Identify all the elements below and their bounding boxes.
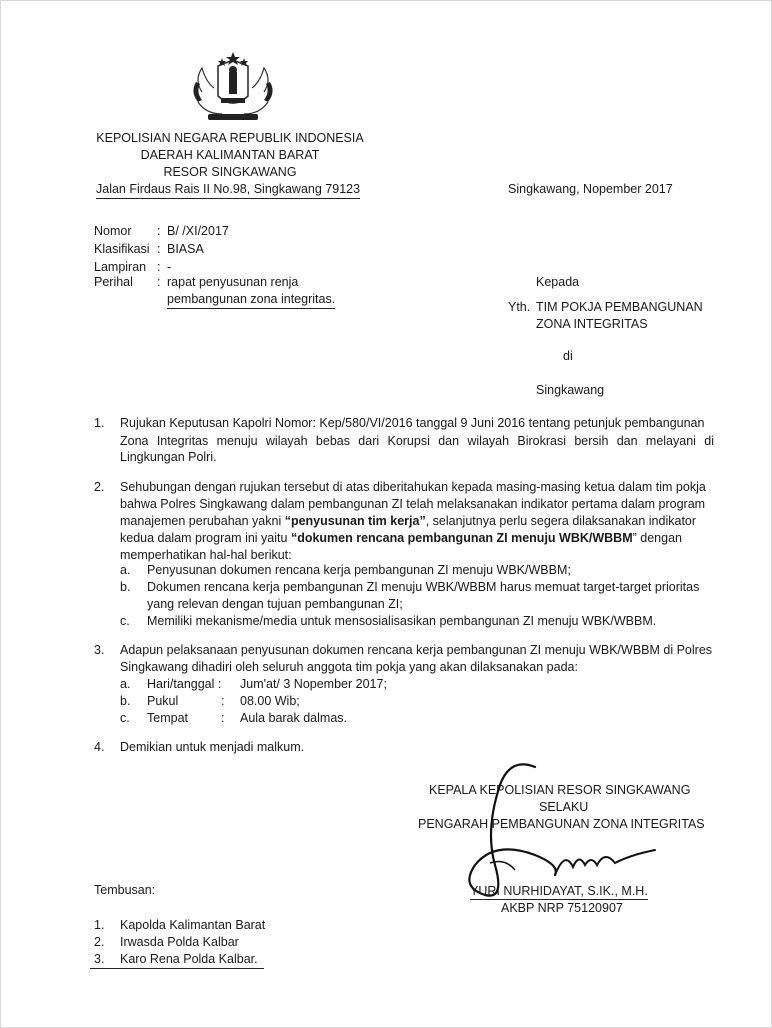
- recipient-city: Singkawang: [536, 383, 605, 397]
- p2-line-3-bold: “penyusunan tim kerja”: [284, 514, 426, 528]
- cc-label: Tembusan:: [94, 883, 156, 897]
- klasifikasi-sep: :: [157, 242, 161, 256]
- kepada-label: Kepada: [536, 275, 580, 289]
- cc-item-3: Karo Rena Polda Kalbar.: [120, 952, 258, 966]
- p2-line-3: [120, 514, 696, 528]
- perihal-label: Perihal: [94, 275, 133, 289]
- p2-b-label: b.: [120, 580, 131, 594]
- p3-c-key: Tempat: [147, 711, 188, 725]
- p3-number: 3.: [94, 643, 105, 657]
- recipient-line-2: ZONA INTEGRITAS: [536, 317, 648, 331]
- lampiran-sep: :: [157, 260, 161, 274]
- p3-b-label: b.: [120, 694, 131, 708]
- perihal-line-1: rapat penyusunan renja: [167, 275, 299, 289]
- p1-line-2: Zona Integritas menuju wilayah bebas dari Korupsi dan wilayah Birokrasi bersih dan melayani di: [120, 434, 714, 448]
- p2-c-label: c.: [120, 614, 130, 628]
- p2-a-text: Penyusunan dokumen rencana kerja pembangunan ZI menuju WBK/WBBM;: [147, 563, 571, 577]
- p3-b-key: Pukul: [147, 694, 179, 708]
- place-date: Singkawang, Nopember 2017: [508, 182, 673, 196]
- p2-line-1: Sehubungan dengan rujukan tersebut di atas diberitahukan kepada masing-masing ketua dalam tim pokja: [120, 480, 706, 494]
- p2-number: 2.: [94, 480, 105, 494]
- nomor-value: B/ /XI/2017: [167, 224, 229, 238]
- police-emblem-icon: [188, 52, 278, 124]
- p2-line-4: [120, 531, 682, 545]
- p2-line-3-c: , selanjutnya perlu segera dilaksanakan indikator: [425, 514, 697, 528]
- cc-item-1: Kapolda Kalimantan Barat: [120, 918, 266, 932]
- perihal-sep: :: [157, 275, 161, 289]
- p1-line-3: Lingkungan Polri.: [120, 450, 217, 464]
- cc-item-2: Irwasda Polda Kalbar: [120, 935, 239, 949]
- klasifikasi-value: BIASA: [167, 242, 204, 256]
- p2-b-text-2: yang relevan dengan tujuan pembangunan ZI;: [147, 597, 403, 611]
- signature-title-3: PENGARAH PEMBANGUNAN ZONA INTEGRITAS: [418, 817, 705, 831]
- p2-c-text: Memiliki mekanisme/media untuk mensosialisasikan pembangunan ZI menuju WBK/WBBM.: [147, 614, 657, 628]
- p3-b-value: 08.00 Wib;: [240, 694, 300, 708]
- nomor-label: Nomor: [94, 224, 132, 238]
- signatory-rank: AKBP NRP 75120907: [501, 901, 623, 915]
- p3-c-label: c.: [120, 711, 130, 725]
- recipient-di: di: [563, 349, 573, 363]
- p2-line-5: memperhatikan hal-hal berikut:: [120, 548, 292, 562]
- p3-a-key: Hari/tanggal :: [147, 677, 222, 691]
- cc-item-2-number: 2.: [94, 935, 105, 949]
- p2-line-4-bold: “dokumen rencana pembangunan ZI menuju WBK/WBBM: [290, 531, 633, 545]
- org-line-3: RESOR SINGKAWANG: [163, 165, 297, 179]
- p3-c-value: Aula barak dalmas.: [240, 711, 348, 725]
- p3-line-2: Singkawang dihadiri oleh seluruh anggota tim pokja yang akan dilaksanakan pada:: [120, 660, 578, 674]
- p3-a-value: Jum'at/ 3 Nopember 2017;: [240, 677, 387, 691]
- address: Jalan Firdaus Rais II No.98, Singkawang 79123: [96, 182, 360, 199]
- p4-number: 4.: [94, 740, 105, 754]
- p2-b-text-1: Dokumen rencana kerja pembangunan ZI menuju WBK/WBBM harus memuat target-target prioritas: [147, 580, 700, 594]
- p1-number: 1.: [94, 416, 105, 430]
- cc-item-3-number: 3.: [94, 952, 105, 966]
- p2-line-4-a: kedua dalam program ini yaitu: [120, 531, 291, 545]
- p2-line-4-c: ” dengan: [632, 531, 682, 545]
- org-line-1: KEPOLISIAN NEGARA REPUBLIK INDONESIA: [96, 131, 364, 145]
- p2-a-label: a.: [120, 563, 131, 577]
- recipient-line-1: TIM POKJA PEMBANGUNAN: [536, 300, 703, 314]
- perihal-line-2: pembangunan zona integritas.: [167, 292, 335, 309]
- p3-a-label: a.: [120, 677, 131, 691]
- yth-label: Yth.: [508, 300, 531, 314]
- p2-line-2: bahwa Polres Singkawang dalam pembangunan ZI telah melaksanakan indikator pertama dalam program: [120, 497, 706, 511]
- p3-b-sep: :: [221, 694, 225, 708]
- signatory-name: YURI NURHIDAYAT, S.IK., M.H.: [470, 884, 648, 898]
- lampiran-value: -: [167, 260, 172, 274]
- cc-item-1-number: 1.: [94, 918, 105, 932]
- p3-line-1: Adapun pelaksanaan penyusunan dokumen rencana kerja pembangunan ZI menuju WBK/WBBM di Polres: [120, 643, 713, 657]
- p2-line-3-a: manajemen perubahan yakni: [120, 514, 285, 528]
- org-line-2: DAERAH KALIMANTAN BARAT: [140, 148, 320, 162]
- klasifikasi-label: Klasifikasi: [94, 242, 150, 256]
- p3-c-sep: :: [221, 711, 225, 725]
- p4-text: Demikian untuk menjadi malkum.: [120, 740, 305, 754]
- lampiran-label: Lampiran: [94, 260, 147, 274]
- p1-line-1: Rujukan Keputusan Kapolri Nomor: Kep/580/VI/2016 tanggal 9 Juni 2016 tentang petunjuk pembangunan: [120, 416, 705, 430]
- nomor-sep: :: [157, 224, 161, 238]
- signature-title-2: SELAKU: [539, 800, 589, 814]
- cc-item-3-row: [90, 952, 264, 969]
- signature-title-1: KEPALA KEPOLISIAN RESOR SINGKAWANG: [429, 783, 691, 797]
